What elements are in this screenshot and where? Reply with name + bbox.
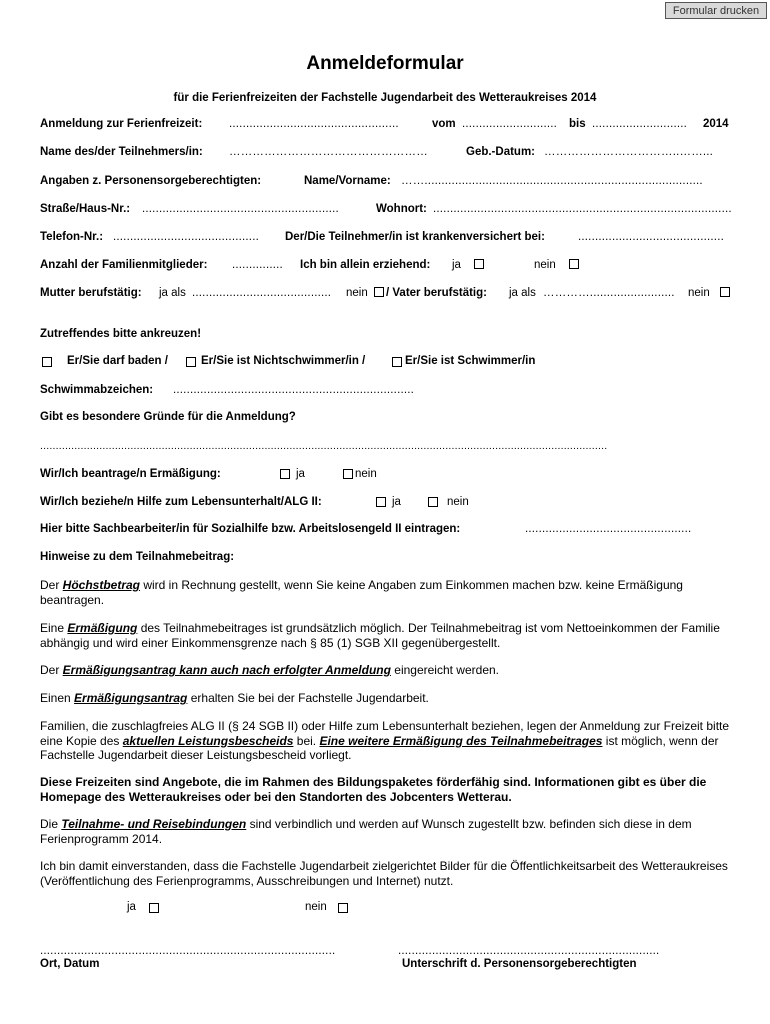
nichtschwimmer-label: Er/Sie ist Nichtschwimmer/in / bbox=[201, 355, 366, 367]
krankenversichert-label: Der/Die Teilnehmer/in ist krankenversichert bei: bbox=[285, 231, 545, 243]
hilfe-nein-label: nein bbox=[447, 496, 469, 508]
ermaessigung-ja-label: ja bbox=[296, 468, 305, 480]
strasse-field[interactable]: .......................................................... bbox=[142, 203, 339, 215]
schwimmer-checkbox[interactable] bbox=[392, 357, 402, 367]
allein-ja-checkbox[interactable] bbox=[474, 259, 484, 269]
wohnort-label: Wohnort: bbox=[376, 203, 427, 215]
ermaessigung-label: Wir/Ich beantrage/n Ermäßigung: bbox=[40, 468, 221, 480]
allein-nein-label: nein bbox=[534, 259, 556, 271]
familienmitglieder-label: Anzahl der Familienmitglieder: bbox=[40, 259, 208, 271]
baden-checkbox[interactable] bbox=[42, 357, 52, 367]
consent-nein-checkbox[interactable] bbox=[338, 903, 348, 913]
paragraph-einverstaendnis: Ich bin damit einverstanden, dass die Fachstelle Jugendarbeit zielgerichtet Bilder für die Öffentlichkeitsarbeit des Wetteraukreises (Veröffentlichung des Ferienprogramms, Ausschreibungen und Internet) nutzt. bbox=[40, 859, 728, 888]
sachbearbeiter-label: Hier bitte Sachbearbeiter/in für Sozialhilfe bzw. Arbeitslosengeld II eintragen: bbox=[40, 523, 461, 535]
geb-datum-label: Geb.-Datum: bbox=[466, 146, 535, 158]
vom-label: vom bbox=[432, 118, 456, 130]
ermaessigung-nein-checkbox[interactable] bbox=[343, 469, 353, 479]
freizeit-label: Anmeldung zur Ferienfreizeit: bbox=[40, 118, 203, 130]
vater-label: / Vater berufstätig: bbox=[386, 287, 487, 299]
hinweise-heading: Hinweise zu dem Teilnahmebeitrag: bbox=[40, 551, 235, 563]
vater-ja-als-label: ja als bbox=[509, 287, 536, 299]
mutter-label: Mutter berufstätig: bbox=[40, 287, 142, 299]
mutter-nein-label: nein bbox=[346, 287, 368, 299]
vom-field[interactable]: ............................ bbox=[462, 118, 558, 130]
print-form-button[interactable]: Formular drucken bbox=[665, 2, 767, 19]
unterschrift-label: Unterschrift d. Personensorgeberechtigten bbox=[402, 958, 637, 970]
krankenversichert-field[interactable]: ........................................... bbox=[578, 231, 724, 243]
ermaessigung-ja-checkbox[interactable] bbox=[280, 469, 290, 479]
consent-ja-label: ja bbox=[127, 901, 136, 913]
telefon-field[interactable]: ........................................... bbox=[113, 231, 259, 243]
baden-label: Er/Sie darf baden / bbox=[67, 355, 168, 367]
bis-label: bis bbox=[569, 118, 586, 130]
sorgeberechtigte-label: Angaben z. Personensorgeberechtigten: bbox=[40, 175, 262, 187]
mutter-beruf-field[interactable]: ......................................... bbox=[192, 287, 332, 299]
mutter-ja-als-label: ja als bbox=[159, 287, 186, 299]
name-field[interactable]: …………………………………………… bbox=[229, 146, 428, 158]
name-vorname-field[interactable]: …….................................................................................. bbox=[401, 175, 703, 187]
ort-datum-label: Ort, Datum bbox=[40, 958, 100, 970]
familienmitglieder-field[interactable]: ............... bbox=[232, 259, 283, 271]
allein-nein-checkbox[interactable] bbox=[569, 259, 579, 269]
telefon-label: Telefon-Nr.: bbox=[40, 231, 104, 243]
allein-erziehend-label: Ich bin allein erziehend: bbox=[300, 259, 431, 271]
unterschrift-field[interactable]: ............................................................................. bbox=[398, 945, 660, 957]
vater-nein-checkbox[interactable] bbox=[720, 287, 730, 297]
gruende-label: Gibt es besondere Gründe für die Anmeldung? bbox=[40, 411, 296, 423]
zutreffendes-heading: Zutreffendes bitte ankreuzen! bbox=[40, 328, 202, 340]
hilfe-ja-label: ja bbox=[392, 496, 401, 508]
nichtschwimmer-checkbox[interactable] bbox=[186, 357, 196, 367]
mutter-nein-checkbox[interactable] bbox=[374, 287, 384, 297]
vater-beruf-field[interactable]: …………......................... bbox=[543, 287, 675, 299]
form-title: Anmeldeformular bbox=[306, 53, 464, 74]
freizeit-field[interactable]: .................................................. bbox=[229, 118, 399, 130]
vater-nein-label: nein bbox=[688, 287, 710, 299]
paragraph-alg2: Familien, die zuschlagfreies ALG II (§ 24 SGB II) oder Hilfe zum Lebensunterhalt beziehen, legen der Anmeldung zur Freizeit bitte eine Kopie des aktuellen Leistungsbescheids bei. Eine weitere Ermäßigung des Teilnahmebeitrages ist möglich, wenn der Fachstelle Jugendarbeit dieser Leistungsbescheid vorliegt. bbox=[40, 719, 730, 762]
year-label: 2014 bbox=[703, 118, 729, 130]
hilfe-label: Wir/Ich beziehe/n Hilfe zum Lebensunterhalt/ALG II: bbox=[40, 496, 322, 508]
form-subtitle: für die Ferienfreizeiten der Fachstelle Jugendarbeit des Wetteraukreises 2014 bbox=[173, 92, 597, 104]
gruende-field[interactable]: ...................................................................................................................................................................................... bbox=[40, 440, 608, 452]
schwimmer-label: Er/Sie ist Schwimmer/in bbox=[405, 355, 536, 367]
paragraph-ermaessigungsantrag: Der Ermäßigungsantrag kann auch nach erfolgter Anmeldung eingereicht werden. bbox=[40, 663, 500, 677]
schwimmabzeichen-label: Schwimmabzeichen: bbox=[40, 384, 154, 396]
consent-ja-checkbox[interactable] bbox=[149, 903, 159, 913]
paragraph-antrag-erhalten: Einen Ermäßigungsantrag erhalten Sie bei der Fachstelle Jugendarbeit. bbox=[40, 691, 429, 705]
geb-datum-field[interactable]: ……………………………..……... bbox=[544, 146, 714, 158]
bis-field[interactable]: ............................ bbox=[592, 118, 688, 130]
allein-ja-label: ja bbox=[452, 259, 461, 271]
hilfe-nein-checkbox[interactable] bbox=[428, 497, 438, 507]
paragraph-ermaessigung: Eine Ermäßigung des Teilnahmebeitrages ist grundsätzlich möglich. Der Teilnahmebeitrag ist vom Nettoeinkommen der Familie abhängig und wird einer Einkommensgrenze nach § 85 (1) SGB XII gegenübergestellt. bbox=[40, 621, 720, 650]
wohnort-field[interactable]: ........................................................................................ bbox=[433, 203, 732, 215]
name-vorname-label: Name/Vorname: bbox=[304, 175, 391, 187]
name-label: Name des/der Teilnehmers/in: bbox=[40, 146, 203, 158]
paragraph-reisebindungen: Die Teilnahme- und Reisebindungen sind verbindlich und werden auf Wunsch zugestellt bzw. befinden sich diese in dem Ferienprogramm 2014. bbox=[40, 817, 692, 846]
paragraph-hoechstbetrag: Der Höchstbetrag wird in Rechnung gestellt, wenn Sie keine Angaben zum Einkommen machen bzw. keine Ermäßigung beantragen. bbox=[40, 578, 683, 607]
strasse-label: Straße/Haus-Nr.: bbox=[40, 203, 131, 215]
paragraph-bildungspaket: Diese Freizeiten sind Angebote, die im Rahmen des Bildungspaketes förderfähig sind. Informationen gibt es über die Homepage des Wetteraukreises oder bei den Standorten des Jobcenters Wetterau. bbox=[40, 775, 707, 804]
consent-nein-label: nein bbox=[305, 901, 327, 913]
schwimmabzeichen-field[interactable]: ....................................................................... bbox=[173, 384, 415, 396]
ermaessigung-nein-label: nein bbox=[355, 468, 377, 480]
sachbearbeiter-field[interactable]: ................................................. bbox=[525, 523, 692, 535]
ort-datum-field[interactable]: ....................................................................................... bbox=[40, 945, 336, 957]
hilfe-ja-checkbox[interactable] bbox=[376, 497, 386, 507]
